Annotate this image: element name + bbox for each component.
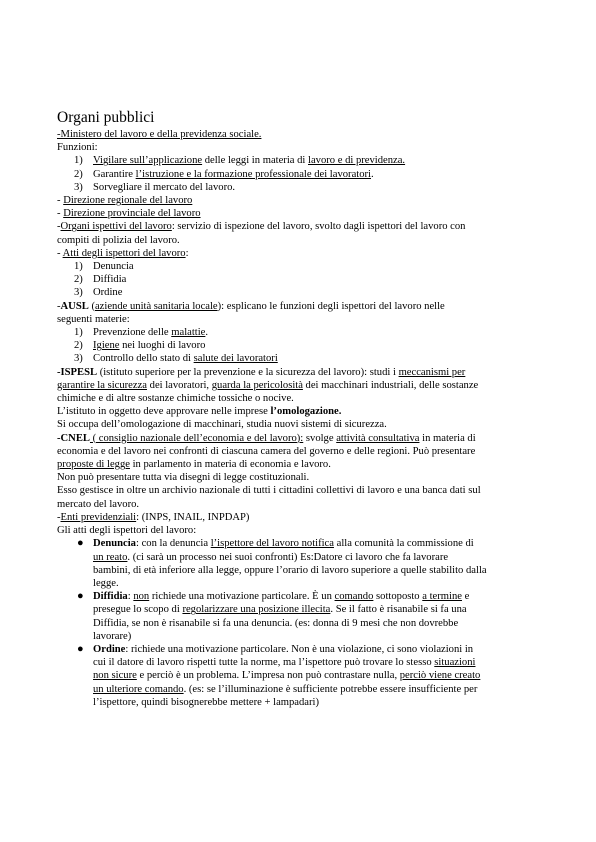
bullet-diffidia: ● Diffidia: non richiede una motivazione particolare. È un comando sottoposto a termine e presegue lo scopo di regolarizzare una posizione illecita. Se il fatto è risanabile si fa una Diffidia, se non è risanabile si fa una denuncia. (es: donna di 9 mesi che non dovrebbe lavorare) xyxy=(77,590,470,642)
enti-previdenziali: -Enti previdenziali: (INPS, INAIL, INPDAP) xyxy=(57,511,250,523)
funzioni-item-1: 1) Vigilare sull’applicazione delle leggi in materia di lavoro e di previdenza. xyxy=(74,155,406,167)
funzioni-item-3: 3) Sorvegliare il mercato del lavoro. xyxy=(74,181,236,193)
ministero-heading: -Ministero del lavoro e della previdenza sociale. xyxy=(57,129,262,140)
page-title: Organi pubblici xyxy=(57,109,155,126)
atti-heading: - Atti degli ispettori del lavoro: xyxy=(57,247,189,259)
funzioni-item-2: 2) Garantire l’istruzione e la formazione professionale dei lavoratori. xyxy=(74,168,374,180)
gli-atti-label: Gli atti degli ispettori del lavoro: xyxy=(57,525,197,537)
bullet-icon: ● xyxy=(77,537,84,550)
cnel-line-5: Esso gestisce in oltre un archivio nazionale di tutti i cittadini collettivi di lavoro e una banca dati sul xyxy=(57,485,481,497)
ausl-item-3: 3) Controllo dello stato di salute dei lavoratori xyxy=(74,353,278,365)
bullet-ordine: ● Ordine: richiede una motivazione particolare. Non è una violazione, ci sono violazioni in cui il datore di lavoro rispetti tutte la norme, ma l’ispettore può trovare lo stesso situazioni non sicure e perciò è un problema. L’impresa non può contrastare nulla, perciò viene creato un ulteriore comando. (es: se l’illuminazione è sufficiente potrebbe essere insufficiente per l’ispettore, quindi bisognerebbe mettere + lampadari) xyxy=(77,642,481,708)
cnel-line-2: economia e del lavoro nei confronti di ciascuna camera del governo e delle regioni. Può presentare xyxy=(57,445,476,457)
ausl-item-1: 1) Prevenzione delle malattie. xyxy=(74,327,209,339)
ispesl-line-4: L’istituto in oggetto deve approvare nelle imprese l’omologazione. xyxy=(57,406,342,418)
bullet-icon: ● xyxy=(77,590,84,603)
direzione-provinciale: - Direzione provinciale del lavoro xyxy=(57,208,201,220)
direzione-regionale: - Direzione regionale del lavoro xyxy=(57,195,193,207)
organi-ispettivi-cont: compiti di polizia del lavoro. xyxy=(57,234,180,246)
funzioni-label: Funzioni: xyxy=(57,142,98,154)
document-page xyxy=(57,109,539,709)
ispesl-line-2: garantire la sicurezza dei lavoratori, guarda la pericolosità dei macchinari industriali, delle sostanze xyxy=(57,379,479,391)
atti-item-3: 3) Ordine xyxy=(74,287,123,299)
cnel-line-1: -CNEL ( consiglio nazionale dell’economia e del lavoro): svolge attività consultativa in materia di xyxy=(57,432,476,444)
bullet-denuncia: ● Denuncia: con la denuncia l’ispettore del lavoro notifica alla comunità la commissione di un reato. (ci sarà un processo nei suoi confronti) Es:Datore ci lavoro che fa lavorare bambini, di età inferiore alla legge, oppure l’orario di lavoro superiore a quelle stabilito dalla legge. xyxy=(77,537,487,589)
cnel-line-6: mercato del lavoro. xyxy=(57,498,140,510)
organi-ispettivi: -Organi ispettivi del lavoro: servizio di ispezione del lavoro, svolto dagli ispettori del lavoro con xyxy=(57,221,466,233)
cnel-line-4: Non può presentare tutta via disegni di legge costituzionali. xyxy=(57,472,310,484)
ispesl-line-3: chimiche e di altre sostanze chimiche tossiche o nocive. xyxy=(57,393,294,405)
bullet-icon: ● xyxy=(77,642,84,655)
ausl-cont: seguenti materie: xyxy=(57,313,130,325)
ausl-heading: -AUSL (aziende unità sanitaria locale): esplicano le funzioni degli ispettori del lavoro nelle xyxy=(57,300,445,312)
cnel-line-3: proposte di legge in parlamento in materia di economia e lavoro. xyxy=(57,459,331,471)
ispesl-line-5: Si occupa dell’omologazione di macchinari, studia nuovi sistemi di sicurezza. xyxy=(57,419,387,431)
ispesl-line-1: -ISPESL (istituto superiore per la prevenzione e la sicurezza del lavoro): studi i meccanismi per xyxy=(57,366,466,378)
ausl-item-2: 2) Igiene nei luoghi di lavoro xyxy=(74,340,206,352)
atti-item-2: 2) Diffidia xyxy=(74,274,127,286)
atti-item-1: 1) Denuncia xyxy=(74,261,134,273)
